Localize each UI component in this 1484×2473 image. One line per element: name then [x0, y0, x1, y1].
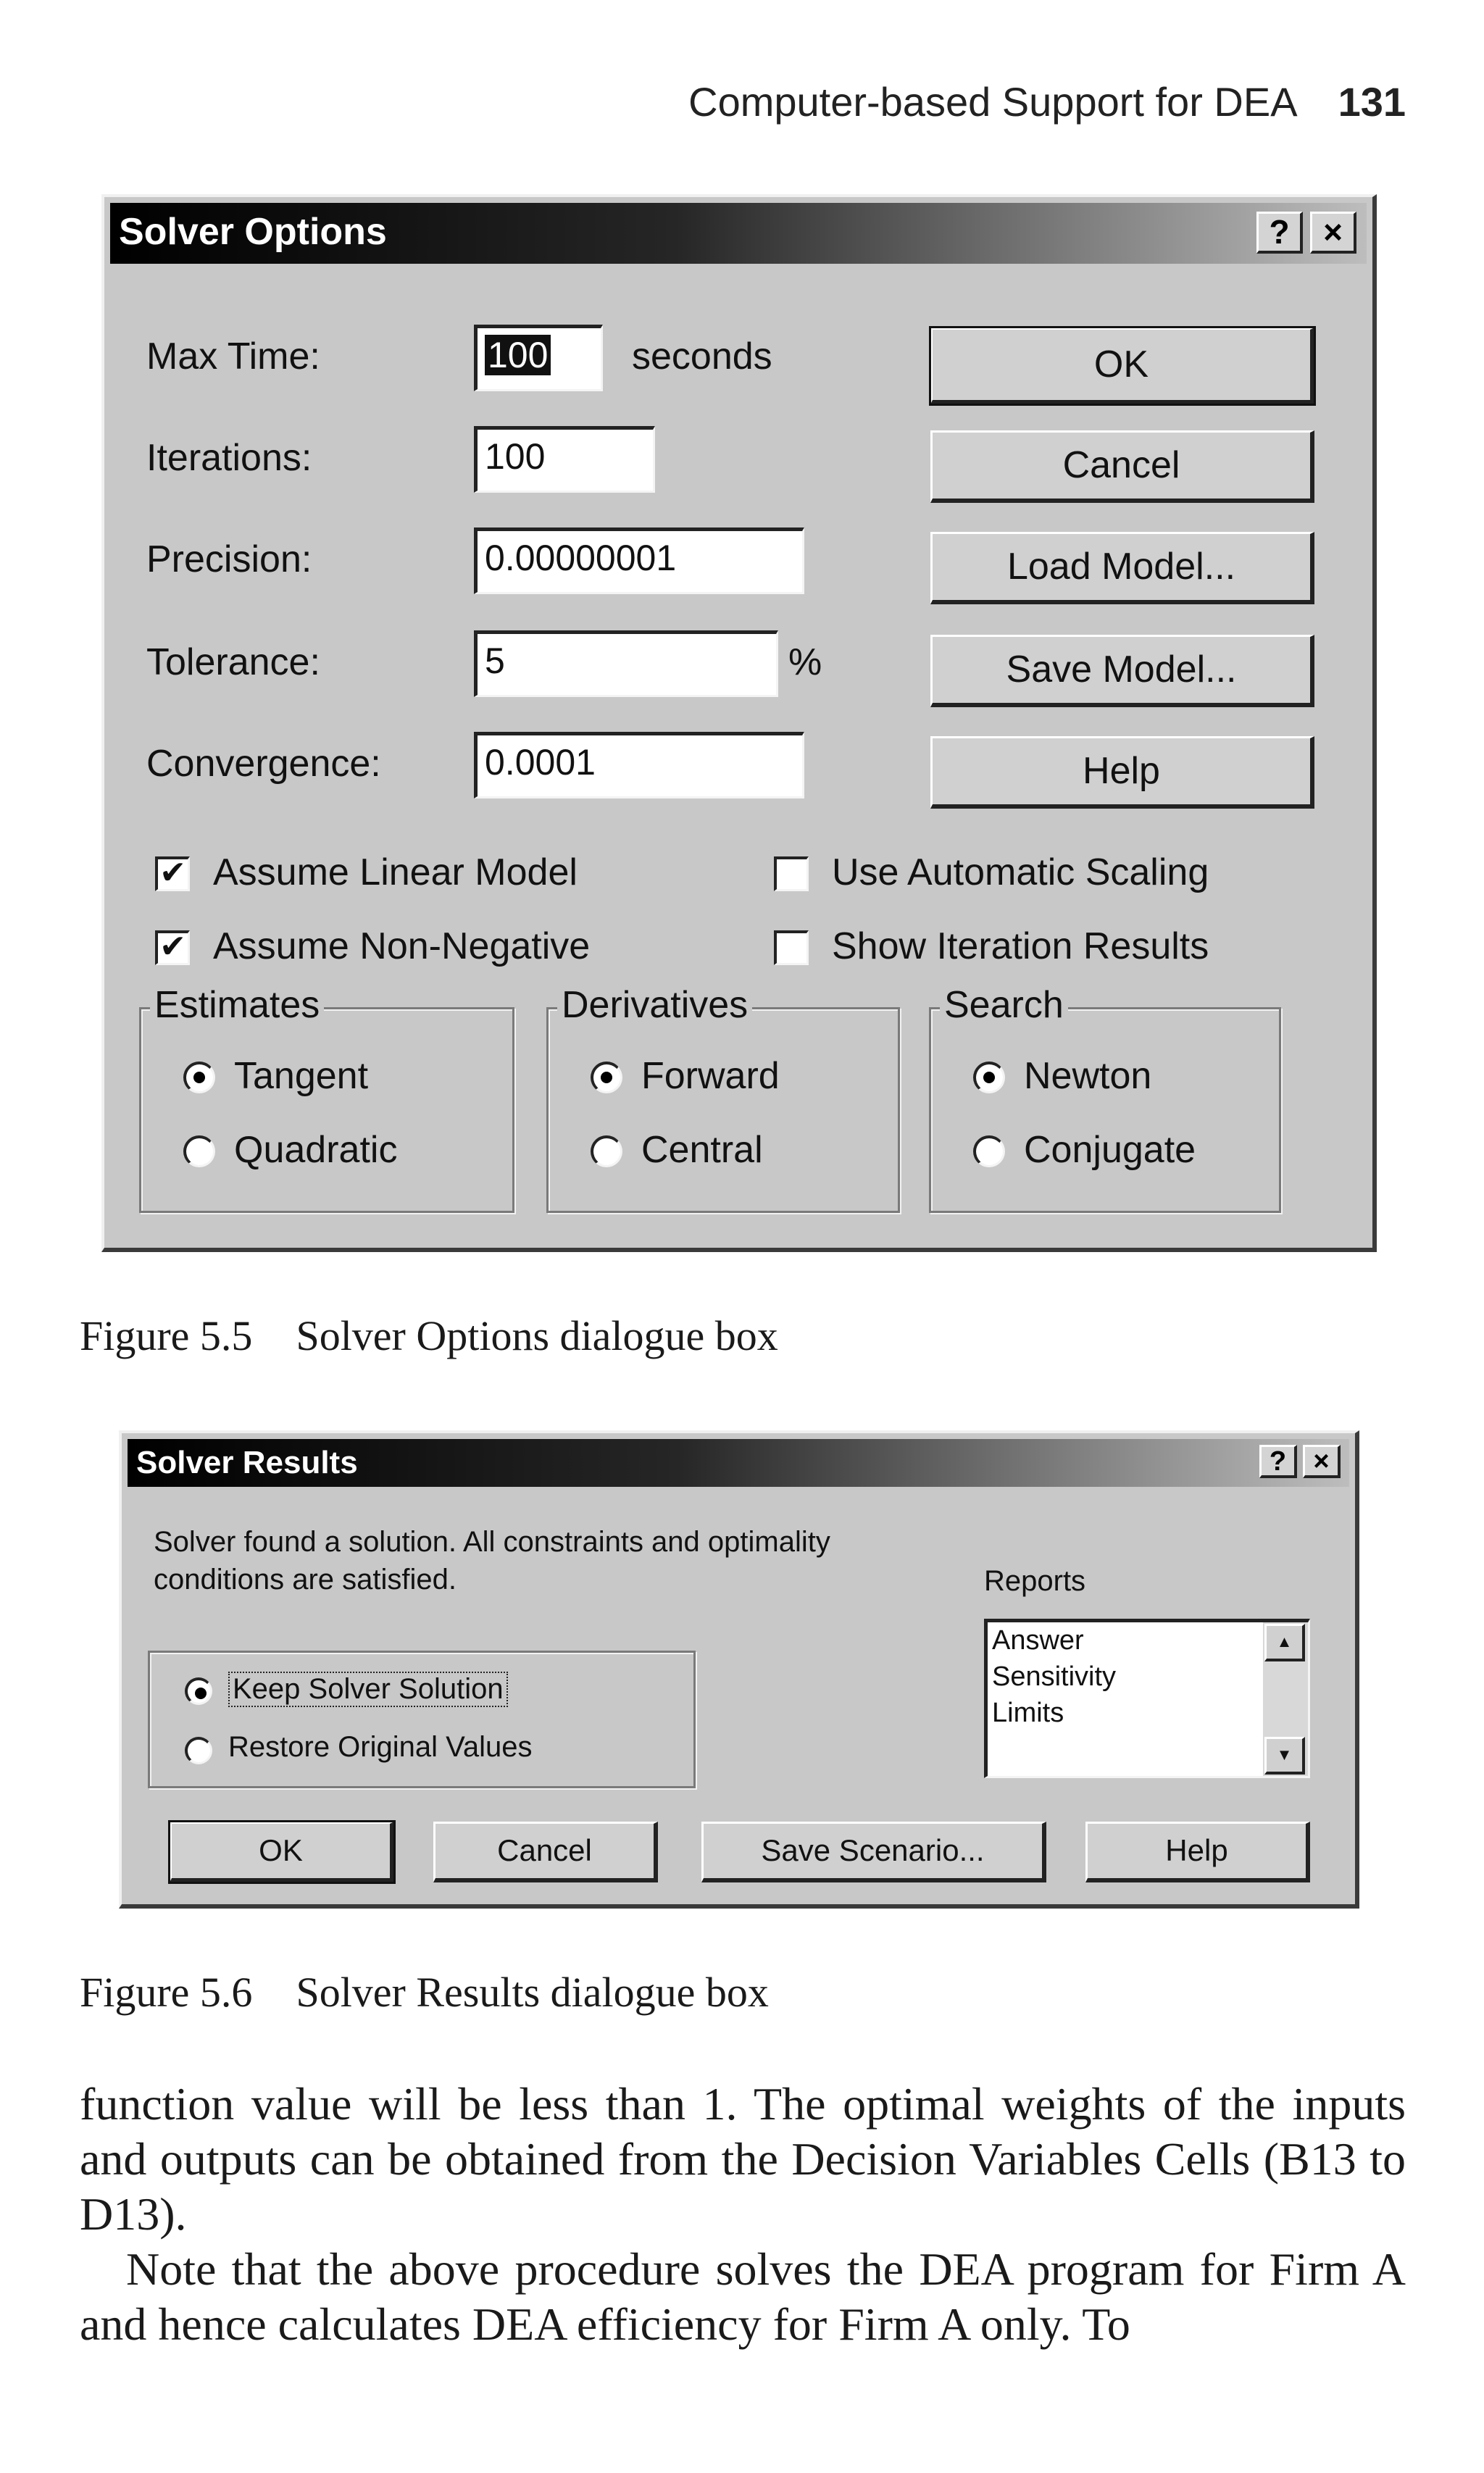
estimates-group-label: Estimates [150, 983, 324, 1027]
tolerance-label: Tolerance: [146, 641, 320, 683]
reports-label: Reports [984, 1565, 1086, 1597]
estimates-group [139, 984, 514, 1213]
figure-5-5-number: Figure 5.5 [80, 1312, 253, 1359]
keep-solver-solution-label: Keep Solver Solution [228, 1672, 508, 1707]
close-icon[interactable]: × [1303, 1445, 1341, 1478]
figure-5-6-text: Solver Results dialogue box [296, 1969, 769, 2016]
tangent-radio[interactable] [183, 1062, 215, 1093]
help-button[interactable]: Help [1085, 1822, 1310, 1882]
body-paragraph-2: Note that the above procedure solves the DEA program for Firm A and hence calculates DEA efficiency for Firm A only. To [80, 2243, 1406, 2350]
quadratic-radio[interactable] [183, 1135, 215, 1167]
scroll-up-icon[interactable]: ▲ [1264, 1624, 1305, 1661]
running-header [0, 78, 1406, 125]
solver-results-title: Solver Results [136, 1445, 358, 1480]
newton-label: Newton [1024, 1055, 1152, 1097]
figure-5-5-text: Solver Options dialogue box [296, 1312, 778, 1359]
max-time-input[interactable] [474, 325, 603, 391]
solution-options-group [148, 1651, 696, 1788]
derivatives-group-label: Derivatives [557, 983, 752, 1027]
help-icon[interactable]: ? [1256, 212, 1303, 254]
iterations-label: Iterations: [146, 437, 312, 479]
cancel-button[interactable]: Cancel [433, 1822, 658, 1882]
save-scenario-button[interactable]: Save Scenario... [701, 1822, 1046, 1882]
load-model-button[interactable]: Load Model... [930, 532, 1314, 604]
precision-input[interactable]: 0.00000001 [474, 527, 804, 594]
search-group [929, 984, 1281, 1213]
figure-5-6-caption [80, 1968, 769, 2017]
seconds-label: seconds [632, 335, 772, 378]
keep-solver-solution-radio[interactable] [185, 1677, 212, 1705]
body-text [80, 2077, 1406, 2352]
newton-radio[interactable] [973, 1062, 1005, 1093]
convergence-label: Convergence: [146, 743, 381, 785]
figure-5-6-number: Figure 5.6 [80, 1969, 253, 2016]
central-label: Central [641, 1129, 763, 1171]
running-title: Computer-based Support for DEA [688, 79, 1298, 125]
solver-results-dialog [119, 1430, 1359, 1909]
help-icon[interactable]: ? [1259, 1445, 1297, 1478]
forward-label: Forward [641, 1055, 780, 1097]
report-limits[interactable]: Limits [992, 1698, 1064, 1728]
result-message-line-1: Solver found a solution. All constraints and optimality [154, 1526, 830, 1558]
show-iteration-results-label: Show Iteration Results [832, 925, 1209, 967]
assume-linear-model-checkbox[interactable]: ✔ [155, 856, 190, 891]
scroll-down-icon[interactable]: ▼ [1264, 1737, 1305, 1775]
assume-non-negative-checkbox[interactable]: ✔ [155, 930, 190, 965]
help-button[interactable]: Help [930, 736, 1314, 809]
quadratic-label: Quadratic [234, 1129, 398, 1171]
assume-linear-model-label: Assume Linear Model [213, 851, 578, 893]
reports-scrollbar[interactable] [1263, 1622, 1308, 1776]
ok-button[interactable]: OK [170, 1822, 394, 1882]
use-automatic-scaling-checkbox[interactable] [774, 856, 809, 891]
max-time-label: Max Time: [146, 335, 320, 378]
forward-radio[interactable] [591, 1062, 622, 1093]
restore-original-values-label: Restore Original Values [228, 1731, 533, 1763]
report-sensitivity[interactable]: Sensitivity [992, 1661, 1117, 1692]
restore-original-values-radio[interactable] [185, 1737, 212, 1764]
percent-label: % [788, 641, 822, 683]
solver-options-dialog [101, 194, 1377, 1252]
search-group-label: Search [940, 983, 1068, 1027]
cancel-button[interactable]: Cancel [930, 430, 1314, 503]
assume-non-negative-label: Assume Non-Negative [213, 925, 591, 967]
close-icon[interactable]: × [1310, 212, 1356, 254]
figure-5-5-caption [80, 1311, 778, 1360]
solver-options-title: Solver Options [119, 211, 387, 253]
save-model-button[interactable]: Save Model... [930, 635, 1314, 707]
result-message-line-2: conditions are satisfied. [154, 1564, 457, 1596]
use-automatic-scaling-label: Use Automatic Scaling [832, 851, 1209, 893]
ok-button[interactable]: OK [930, 328, 1314, 404]
derivatives-group [546, 984, 900, 1213]
tolerance-input[interactable]: 5 [474, 630, 778, 697]
body-paragraph-1: function value will be less than 1. The optimal weights of the inputs and outputs can be obtained from the Decision Variables Cells (B13 to D13). [80, 2078, 1406, 2240]
iterations-input[interactable]: 100 [474, 426, 655, 493]
conjugate-label: Conjugate [1024, 1129, 1196, 1171]
conjugate-radio[interactable] [973, 1135, 1005, 1167]
report-answer[interactable]: Answer [992, 1625, 1084, 1656]
tangent-label: Tangent [234, 1055, 369, 1097]
max-time-value: 100 [485, 335, 551, 375]
show-iteration-results-checkbox[interactable] [774, 930, 809, 965]
reports-listbox[interactable] [984, 1619, 1310, 1778]
solver-options-titlebar [110, 203, 1367, 264]
precision-label: Precision: [146, 538, 312, 580]
solver-results-titlebar [128, 1439, 1349, 1487]
convergence-input[interactable]: 0.0001 [474, 732, 804, 798]
page-number: 131 [1338, 79, 1406, 125]
central-radio[interactable] [591, 1135, 622, 1167]
